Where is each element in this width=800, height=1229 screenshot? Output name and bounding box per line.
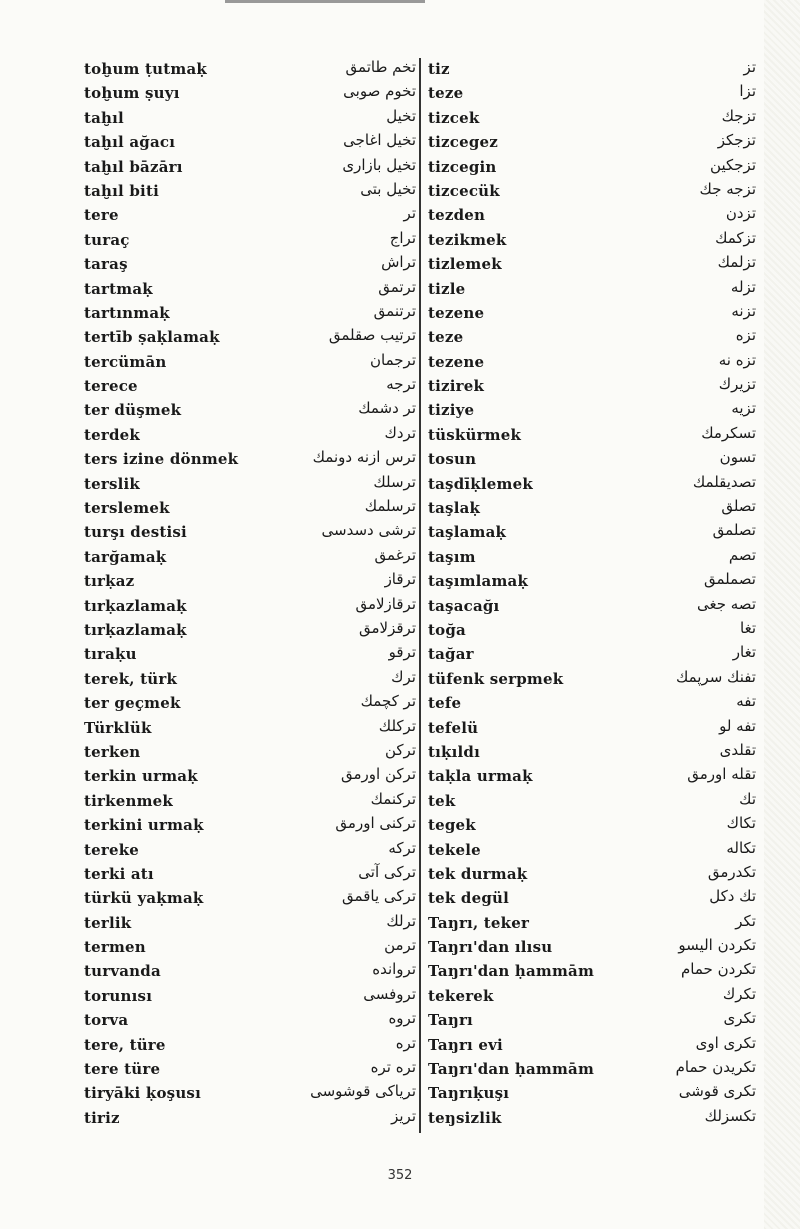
entry-latin: tere <box>84 206 119 225</box>
entry-latin: tüskürmek <box>428 425 522 444</box>
entry-latin: tekele <box>428 840 481 859</box>
dictionary-entry <box>428 278 756 302</box>
entry-latin: Taŋrı <box>428 1011 473 1030</box>
dictionary-entry <box>84 960 416 984</box>
dictionary-entry <box>84 619 416 643</box>
entry-latin: turaç <box>84 230 130 249</box>
dictionary-entry <box>84 58 416 82</box>
entry-ottoman: تفه <box>736 692 756 711</box>
dictionary-entry <box>428 643 756 667</box>
dictionary-entry <box>84 668 416 692</box>
dictionary-entry <box>84 278 416 302</box>
dictionary-entry <box>84 814 416 838</box>
entry-latin: tere türe <box>84 1060 161 1079</box>
entry-latin: terken <box>84 742 141 761</box>
entry-ottoman: تركلك <box>378 716 416 735</box>
entry-latin: tırḳaz <box>84 572 135 591</box>
entry-ottoman: تفه لو <box>719 716 756 735</box>
entry-ottoman: تسكرمك <box>701 423 756 442</box>
entry-latin: terece <box>84 377 138 396</box>
entry-latin: Taŋrı'dan ḥammām <box>428 962 595 981</box>
entry-latin: turvanda <box>84 962 161 981</box>
entry-latin: tiziye <box>428 401 475 420</box>
entry-latin: taḫıl biti <box>84 181 159 200</box>
entry-ottoman: تقلدى <box>719 740 756 759</box>
entry-ottoman: ترياكى قوشوسى <box>310 1082 416 1101</box>
entry-latin: tıraḳu <box>84 645 137 664</box>
dictionary-entry <box>84 497 416 521</box>
entry-ottoman: تزنه <box>731 301 756 320</box>
entry-latin: taşlamaḳ <box>428 523 507 542</box>
entry-ottoman: تفنك سرپمك <box>675 667 756 686</box>
page-edge-texture <box>764 0 800 1229</box>
entry-latin: taḫıl <box>84 108 124 127</box>
entry-latin: tek degül <box>428 889 510 908</box>
entry-ottoman: تصلمق <box>712 521 756 540</box>
dictionary-entry <box>428 595 756 619</box>
entry-ottoman: ترجمان <box>370 350 416 369</box>
dictionary-entry <box>428 497 756 521</box>
dictionary-entry <box>84 180 416 204</box>
entry-ottoman: تردك <box>384 423 416 442</box>
entry-latin: torunısı <box>84 986 153 1005</box>
entry-latin: teŋsizlik <box>428 1108 502 1127</box>
dictionary-entry <box>84 204 416 228</box>
entry-ottoman: تزدن <box>725 204 756 223</box>
entry-latin: terkin urmaḳ <box>84 767 198 786</box>
entry-ottoman: تخم طاتمق <box>345 58 416 76</box>
entry-ottoman: تصديقلمك <box>692 472 756 491</box>
dictionary-entry <box>428 717 756 741</box>
entry-latin: taḫıl bāzārı <box>84 157 183 176</box>
dictionary-entry <box>84 1058 416 1082</box>
dictionary-entry <box>428 570 756 594</box>
entry-latin: terdek <box>84 425 140 444</box>
entry-latin: teze <box>428 84 464 103</box>
entry-latin: taşdīḳlemek <box>428 474 533 493</box>
entry-latin: ters izine dönmek <box>84 450 239 469</box>
dictionary-entry <box>84 1107 416 1131</box>
entry-latin: Türklük <box>84 718 152 737</box>
entry-ottoman: تكردن حمام <box>681 960 756 979</box>
entry-latin: tüfenk serpmek <box>428 669 564 688</box>
entry-ottoman: تروانده <box>372 960 416 979</box>
dictionary-entry <box>84 107 416 131</box>
dictionary-entry <box>428 839 756 863</box>
entry-latin: taraş <box>84 255 128 274</box>
dictionary-entry <box>84 473 416 497</box>
entry-latin: ter geçmek <box>84 694 181 713</box>
entry-latin: taşlaḳ <box>428 499 481 518</box>
dictionary-entry <box>84 546 416 570</box>
entry-ottoman: تخيل <box>386 106 416 125</box>
entry-ottoman: تكدرمق <box>707 862 756 881</box>
dictionary-entry <box>428 82 756 106</box>
entry-latin: tırḳazlamaḳ <box>84 620 187 639</box>
dictionary-entry <box>84 643 416 667</box>
entry-latin: tiz <box>428 60 450 78</box>
entry-latin: tefe <box>428 694 462 713</box>
dictionary-entry <box>428 668 756 692</box>
entry-latin: tizcek <box>428 108 480 127</box>
dictionary-entry <box>84 1009 416 1033</box>
entry-ottoman: تكريدن حمام <box>675 1058 756 1077</box>
entry-latin: tirkenmek <box>84 791 173 810</box>
entry-latin: tizcegez <box>428 133 498 152</box>
entry-ottoman: تره تره <box>370 1058 416 1077</box>
entry-latin: taşımlamaḳ <box>428 572 529 591</box>
entry-ottoman: ترغمق <box>374 545 416 564</box>
entry-latin: tefelü <box>428 718 479 737</box>
entry-latin: tizcegin <box>428 157 497 176</box>
dictionary-entry <box>428 814 756 838</box>
entry-ottoman: ترسلك <box>373 472 416 491</box>
dictionary-entry <box>428 229 756 253</box>
dictionary-entry <box>84 1082 416 1106</box>
right-column <box>428 58 756 1131</box>
entry-ottoman: تزلمك <box>717 253 756 272</box>
entry-latin: tizlemek <box>428 255 502 274</box>
dictionary-entry <box>84 717 416 741</box>
entry-ottoman: ترلك <box>386 911 416 930</box>
entry-ottoman: تصم <box>728 545 756 564</box>
entry-ottoman: تزه <box>735 326 756 345</box>
dictionary-entry <box>84 229 416 253</box>
entry-latin: Taŋrıḳuşı <box>428 1084 510 1103</box>
entry-ottoman: تخيل بازارى <box>342 155 416 174</box>
entry-latin: tezene <box>428 352 485 371</box>
entry-latin: tarğamaḳ <box>84 547 167 566</box>
entry-latin: taḫıl ağacı <box>84 133 176 152</box>
entry-ottoman: ترك <box>391 667 416 686</box>
dictionary-entry <box>428 1082 756 1106</box>
entry-ottoman: تروفسى <box>363 984 416 1003</box>
entry-ottoman: تزجك <box>721 106 756 125</box>
entry-ottoman: تر <box>403 204 416 223</box>
entry-latin: tiriz <box>84 1108 120 1127</box>
dictionary-entry <box>428 424 756 448</box>
entry-latin: tiryāki ḳoşusı <box>84 1084 201 1103</box>
entry-ottoman: تره <box>395 1033 416 1052</box>
entry-ottoman: تزيه <box>731 399 756 418</box>
entry-ottoman: تزا <box>739 82 756 101</box>
entry-ottoman: تكاله <box>726 838 756 857</box>
entry-ottoman: ترتمق <box>378 277 416 296</box>
dictionary-entry <box>84 570 416 594</box>
dictionary-entry <box>428 253 756 277</box>
dictionary-entry <box>428 692 756 716</box>
entry-latin: tertīb ṣaḳlamaḳ <box>84 328 220 347</box>
dictionary-entry <box>84 1034 416 1058</box>
dictionary-entry <box>84 82 416 106</box>
entry-ottoman: تريز <box>391 1106 416 1125</box>
entry-latin: tartmaḳ <box>84 279 153 298</box>
dictionary-entry <box>84 375 416 399</box>
left-column <box>84 58 416 1131</box>
entry-ottoman: تراش <box>381 253 416 272</box>
dictionary-entry <box>428 619 756 643</box>
entry-latin: ter düşmek <box>84 401 182 420</box>
dictionary-entry <box>428 375 756 399</box>
top-mark <box>225 0 425 3</box>
entry-ottoman: تكر <box>735 911 756 930</box>
entry-ottoman: تزه نه <box>718 350 756 369</box>
entry-latin: tağar <box>428 645 474 664</box>
dictionary-entry <box>428 960 756 984</box>
dictionary-entry <box>428 863 756 887</box>
dictionary-entry <box>428 741 756 765</box>
dictionary-entry <box>428 448 756 472</box>
entry-ottoman: تقله اورمق <box>687 765 756 784</box>
entry-latin: Taŋrı evi <box>428 1035 503 1054</box>
entry-ottoman: تركه <box>388 838 416 857</box>
entry-ottoman: تركى آتى <box>358 862 416 881</box>
dictionary-entry <box>84 912 416 936</box>
entry-latin: Taŋrı'dan ılısu <box>428 938 553 957</box>
page-number: 352 <box>387 1168 413 1183</box>
dictionary-entry <box>84 326 416 350</box>
entry-ottoman: ترشى دسدسى <box>321 521 416 540</box>
dictionary-entry <box>428 887 756 911</box>
dictionary-entry <box>84 692 416 716</box>
dictionary-entry <box>428 985 756 1009</box>
dictionary-entry <box>84 302 416 326</box>
entry-latin: terslemek <box>84 499 170 518</box>
entry-latin: tezene <box>428 303 485 322</box>
entry-latin: taḳla urmaḳ <box>428 767 533 786</box>
entry-ottoman: تز <box>743 58 756 76</box>
entry-ottoman: تخيل اغاجى <box>343 131 416 150</box>
entry-ottoman: تركنى اورمق <box>335 814 416 833</box>
entry-ottoman: تر دشمك <box>358 399 416 418</box>
entry-latin: terki atı <box>84 864 154 883</box>
entry-latin: tezden <box>428 206 486 225</box>
entry-latin: teze <box>428 328 464 347</box>
entry-ottoman: تك <box>739 789 756 808</box>
entry-ottoman: تزجكز <box>717 131 756 150</box>
dictionary-entry <box>84 351 416 375</box>
entry-ottoman: ترقو <box>388 643 416 662</box>
entry-latin: tizle <box>428 279 466 298</box>
dictionary-entry <box>428 351 756 375</box>
dictionary-entry <box>84 521 416 545</box>
entry-latin: tegek <box>428 816 476 835</box>
entry-latin: tizcecük <box>428 181 500 200</box>
entry-ottoman: تكرى اوى <box>695 1033 756 1052</box>
dictionary-entry <box>428 107 756 131</box>
entry-latin: tek durmaḳ <box>428 864 528 883</box>
entry-ottoman: تصه جغى <box>696 594 756 613</box>
dictionary-entry <box>428 180 756 204</box>
dictionary-entry <box>84 985 416 1009</box>
dictionary-entry <box>428 326 756 350</box>
entry-ottoman: تصلق <box>721 497 756 516</box>
entry-latin: Taŋrı, teker <box>428 913 530 932</box>
entry-ottoman: ترسلمك <box>364 497 416 516</box>
entry-latin: Taŋrı'dan ḥammām <box>428 1060 595 1079</box>
entry-ottoman: تركنمك <box>370 789 416 808</box>
entry-latin: tizirek <box>428 377 485 396</box>
dictionary-entry <box>428 790 756 814</box>
entry-latin: tırḳazlamaḳ <box>84 596 187 615</box>
dictionary-entry <box>428 546 756 570</box>
dictionary-entry <box>84 253 416 277</box>
dictionary-entry <box>84 424 416 448</box>
dictionary-entry <box>428 1009 756 1033</box>
dictionary-entry <box>428 473 756 497</box>
dictionary-entry <box>84 839 416 863</box>
dictionary-entry <box>84 790 416 814</box>
column-divider <box>419 58 421 1133</box>
entry-ottoman: ترس ازنه دونمك <box>312 448 416 467</box>
dictionary-entry <box>428 131 756 155</box>
dictionary-entry <box>84 765 416 789</box>
dictionary-entry <box>428 204 756 228</box>
entry-ottoman: تزجه جك <box>699 179 756 198</box>
entry-latin: tartınmaḳ <box>84 303 170 322</box>
entry-ottoman: تكسزلك <box>704 1106 756 1125</box>
entry-latin: türkü yaḳmaḳ <box>84 889 204 908</box>
entry-ottoman: تر كچمك <box>360 692 416 711</box>
entry-latin: taşım <box>428 547 476 566</box>
entry-ottoman: ترتنمق <box>373 301 416 320</box>
entry-ottoman: تركن <box>384 740 416 759</box>
dictionary-entry <box>84 741 416 765</box>
dictionary-entry <box>84 595 416 619</box>
entry-latin: tek <box>428 791 456 810</box>
dictionary-entry <box>428 912 756 936</box>
dictionary-entry <box>428 399 756 423</box>
dictionary-entry <box>428 765 756 789</box>
dictionary-entry <box>428 936 756 960</box>
entry-ottoman: تسون <box>719 448 756 467</box>
entry-ottoman: تغار <box>732 643 756 662</box>
entry-ottoman: تخيل بتى <box>360 179 416 198</box>
entry-ottoman: تك دكل <box>709 887 756 906</box>
entry-latin: tosun <box>428 450 477 469</box>
entry-ottoman: ترتيب صقلمق <box>328 326 416 345</box>
entry-ottoman: تكرى <box>723 1009 756 1028</box>
entry-ottoman: تكرك <box>722 984 756 1003</box>
entry-latin: terslik <box>84 474 141 493</box>
dictionary-entry <box>428 1034 756 1058</box>
dictionary-entry <box>84 936 416 960</box>
dictionary-entry <box>84 131 416 155</box>
dictionary-entry <box>84 863 416 887</box>
entry-ottoman: تراج <box>389 228 416 247</box>
entry-ottoman: تركن اورمق <box>341 765 416 784</box>
dictionary-entry <box>84 156 416 180</box>
dictionary-entry <box>84 887 416 911</box>
entry-latin: toḫum ṭutmaḳ <box>84 60 207 78</box>
entry-latin: termen <box>84 938 146 957</box>
entry-ottoman: تروه <box>388 1009 416 1028</box>
entry-ottoman: تزجكين <box>710 155 756 174</box>
entry-latin: turşı destisi <box>84 523 187 542</box>
entry-ottoman: تزله <box>730 277 756 296</box>
entry-ottoman: تخوم صوبى <box>343 82 416 101</box>
entry-latin: taşacağı <box>428 596 500 615</box>
entry-latin: tıḳıldı <box>428 742 481 761</box>
entry-latin: tere, türe <box>84 1035 166 1054</box>
entry-ottoman: تكرى قوشى <box>678 1082 756 1101</box>
entry-latin: toḫum ṣuyı <box>84 84 180 103</box>
entry-ottoman: ترمن <box>384 936 416 955</box>
entry-ottoman: ترقازلامق <box>355 594 416 613</box>
entry-latin: terek, türk <box>84 669 178 688</box>
entry-latin: tekerek <box>428 986 494 1005</box>
entry-latin: tezikmek <box>428 230 507 249</box>
entry-ottoman: تغا <box>740 618 756 637</box>
dictionary-entry <box>428 156 756 180</box>
entry-ottoman: تزكمك <box>715 228 756 247</box>
entry-ottoman: تركى ياقمق <box>342 887 416 906</box>
dictionary-entry <box>428 1058 756 1082</box>
entry-latin: torva <box>84 1011 129 1030</box>
dictionary-entry <box>84 448 416 472</box>
entry-ottoman: تكردن الیسو <box>678 936 756 955</box>
dictionary-entry <box>428 302 756 326</box>
entry-latin: terlik <box>84 913 132 932</box>
entry-latin: tercümān <box>84 352 167 371</box>
entry-ottoman: تصملمق <box>703 570 756 589</box>
entry-ottoman: ترقاز <box>384 570 416 589</box>
entry-latin: toğa <box>428 620 466 639</box>
entry-latin: tereke <box>84 840 140 859</box>
dictionary-entry <box>84 399 416 423</box>
entry-ottoman: ترقزلامق <box>359 618 416 637</box>
entry-ottoman: تزيرك <box>718 375 756 394</box>
entry-latin: terkini urmaḳ <box>84 816 204 835</box>
entry-ottoman: ترجه <box>386 375 416 394</box>
entry-ottoman: تكاك <box>726 814 756 833</box>
dictionary-entry <box>428 58 756 82</box>
dictionary-entry <box>428 1107 756 1131</box>
dictionary-entry <box>428 521 756 545</box>
